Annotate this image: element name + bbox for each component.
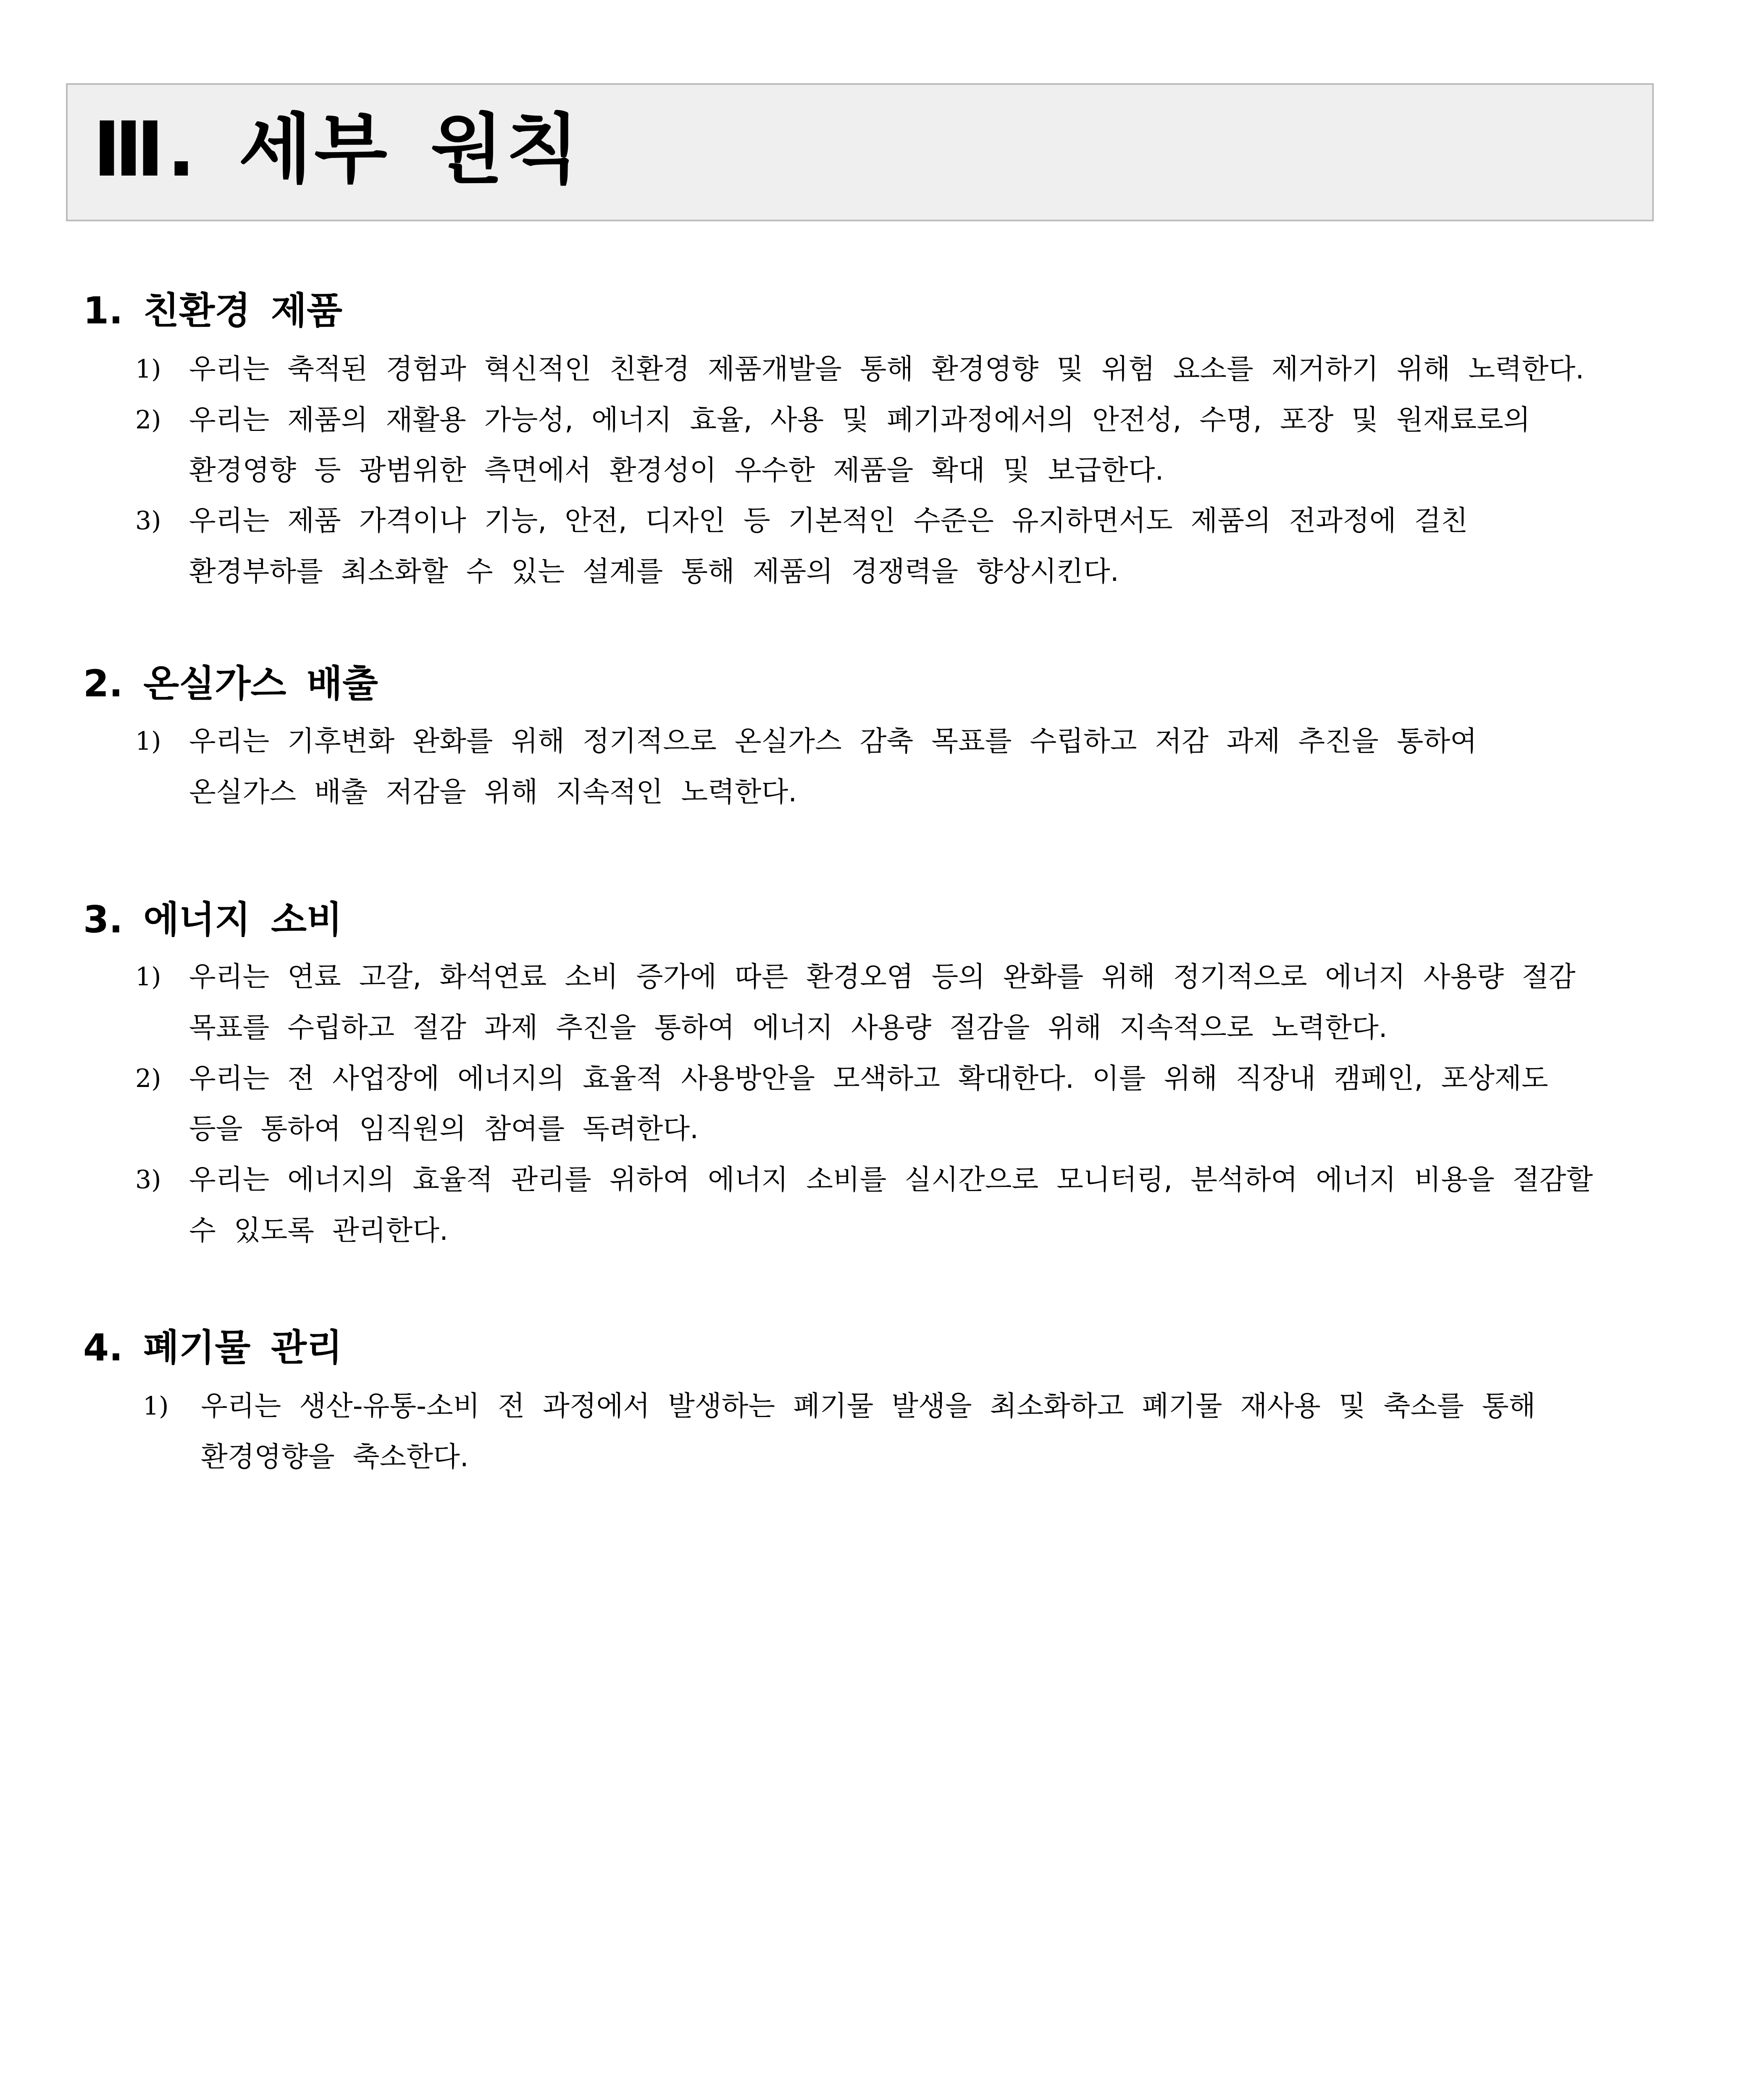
item-number: 2) bbox=[135, 405, 161, 435]
item-text-line: 우리는 에너지의 효율적 관리를 위하여 에너지 소비를 실시간으로 모니터링, 분석하여 에너지 비용을 절감할 bbox=[189, 1163, 1593, 1196]
item-text-line: 환경영향 등 광범위한 측면에서 환경성이 우수한 제품을 확대 및 보급한다. bbox=[189, 454, 1164, 486]
item-number: 3) bbox=[135, 1165, 161, 1194]
section-heading: 1. 친환경 제품 bbox=[83, 289, 342, 332]
item-text-line: 우리는 제품의 재활용 가능성, 에너지 효율, 사용 및 폐기과정에서의 안전성, 수명, 포장 및 원재료로의 bbox=[189, 404, 1530, 436]
item-number: 1) bbox=[135, 727, 161, 756]
item-text-line: 등을 통하여 임직원의 참여를 독려한다. bbox=[189, 1113, 699, 1145]
item-number: 3) bbox=[135, 506, 161, 536]
chapter-title: Ⅲ. 세부 원칙 bbox=[93, 106, 582, 194]
chapter-title-box bbox=[66, 83, 1654, 221]
item-text-line: 우리는 제품 가격이나 기능, 안전, 디자인 등 기본적인 수준은 유지하면서도 제품의 전과정에 걸친 bbox=[189, 504, 1468, 537]
item-text-line: 목표를 수립하고 절감 과제 추진을 통하여 에너지 사용량 절감을 위해 지속적으로 노력한다. bbox=[189, 1011, 1387, 1044]
item-text-line: 우리는 전 사업장에 에너지의 효율적 사용방안을 모색하고 확대한다. 이를 위해 직장내 캠페인, 포상제도 bbox=[189, 1062, 1548, 1095]
section-heading: 2. 온실가스 배출 bbox=[83, 662, 378, 705]
item-text-line: 우리는 생산-유통-소비 전 과정에서 발생하는 폐기물 발생을 최소화하고 폐기물 재사용 및 축소를 통해 bbox=[201, 1390, 1536, 1422]
item-number: 1) bbox=[135, 962, 161, 992]
section-heading: 4. 폐기물 관리 bbox=[83, 1326, 342, 1369]
item-number: 2) bbox=[135, 1064, 161, 1093]
item-text-line: 우리는 연료 고갈, 화석연료 소비 증가에 따른 환경오염 등의 완화를 위해 정기적으로 에너지 사용량 절감 bbox=[189, 961, 1576, 993]
item-text-line: 수 있도록 관리한다. bbox=[189, 1214, 448, 1247]
item-text-line: 우리는 기후변화 완화를 위해 정기적으로 온실가스 감축 목표를 수립하고 저감 과제 추진을 통하여 bbox=[189, 725, 1477, 757]
item-text-line: 환경부하를 최소화할 수 있는 설계를 통해 제품의 경쟁력을 향상시킨다. bbox=[189, 555, 1119, 588]
section-heading: 3. 에너지 소비 bbox=[83, 898, 342, 941]
item-text-line: 우리는 축적된 경험과 혁신적인 친환경 제품개발을 통해 환경영향 및 위험 요소를 제거하기 위해 노력한다. bbox=[189, 353, 1585, 385]
item-number: 1) bbox=[135, 354, 161, 384]
item-number: 1) bbox=[143, 1391, 169, 1421]
item-text-line: 온실가스 배출 저감을 위해 지속적인 노력한다. bbox=[189, 776, 797, 808]
item-text-line: 환경영향을 축소한다. bbox=[201, 1441, 469, 1473]
